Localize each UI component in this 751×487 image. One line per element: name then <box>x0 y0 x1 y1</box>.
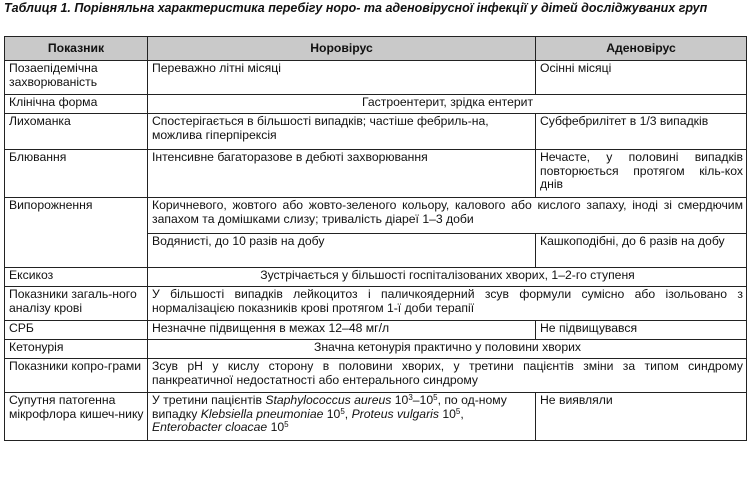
row-label: СРБ <box>5 321 148 340</box>
norovirus-cell <box>148 393 536 441</box>
row-label: Кетонурія <box>5 340 148 359</box>
row-label: Ексикоз <box>5 268 148 287</box>
table-row <box>5 95 747 114</box>
adenovirus-cell: Не виявляли <box>536 393 747 441</box>
adenovirus-cell: Нечасте, у половині випадків повторюється протягом кіль-кох днів <box>536 150 747 198</box>
flora-exponent: 5 <box>340 406 345 416</box>
shared-cell: Коричневого, жовтого або жовто-зеленого кольору, калового або кислого запаху, іноді зі смердючим запахом та домішками слизу; тривалість діареї 1–3 доби <box>148 198 747 234</box>
flora-separator: , <box>460 406 464 421</box>
adenovirus-cell: Не підвищувався <box>536 321 747 340</box>
flora-value: 10 <box>267 420 285 434</box>
flora-text: , по од-ному випадку <box>152 393 507 421</box>
norovirus-cell: Переважно літні місяці <box>148 61 536 95</box>
table-row <box>5 359 747 393</box>
table-header-row <box>5 37 747 61</box>
norovirus-cell: Спостерігається в більшості випадків; частіше фебриль-на, можлива гіперпірексія <box>148 114 536 150</box>
flora-exponent: 5 <box>455 406 461 416</box>
flora-exponent: 5 <box>433 393 438 402</box>
table-row <box>5 340 747 359</box>
table-caption: Таблиця 1. Порівняльна характеристика перебігу норо- та аденовірусної інфекції у дітей досліджуваних груп <box>4 1 708 15</box>
organism-klebsiella: Klebsiella pneumoniae <box>200 406 324 421</box>
row-label: Супутня патогенна мікрофлора кишеч-нику <box>5 393 148 441</box>
flora-intro: У третини пацієнтів <box>152 393 266 407</box>
table-row <box>5 287 747 321</box>
norovirus-cell: Незначне підвищення в межах 12–48 мг/л <box>148 321 536 340</box>
adenovirus-cell: Осінні місяці <box>536 61 747 95</box>
table-row <box>5 321 747 340</box>
flora-range: –10 <box>412 393 434 407</box>
organism-staphylococcus: Staphylococcus aureus <box>265 393 392 407</box>
row-label: Показники копро-грами <box>5 359 148 393</box>
table-row <box>5 198 747 234</box>
row-label: Випорожнення <box>5 198 148 268</box>
organism-proteus: Proteus vulgaris <box>351 406 439 421</box>
flora-value: 10 <box>323 406 341 421</box>
shared-cell: Зсув рН у кислу сторону в половини хворих, у третини пацієнтів зміни за типом синдрому панкреатичної недостатності або ентерального синдрому <box>148 359 747 393</box>
table-row <box>5 393 747 441</box>
row-label: Позаепідемічна захворюваність <box>5 61 148 95</box>
row-label: Лихоманка <box>5 114 148 150</box>
flora-value: 10 <box>391 393 409 407</box>
norovirus-cell: Інтенсивне багаторазове в дебюті захворювання <box>148 150 536 198</box>
row-label: Показники загаль-ного аналізу крові <box>5 287 148 321</box>
table-row <box>5 61 747 95</box>
header-indicator: Показник <box>5 37 148 61</box>
flora-exponent: 5 <box>284 420 289 429</box>
row-label: Блювання <box>5 150 148 198</box>
flora-exponent: 3 <box>408 393 413 402</box>
header-adenovirus: Аденовірус <box>536 37 747 61</box>
flora-value: 10 <box>438 406 456 421</box>
flora-separator: , <box>344 406 352 421</box>
shared-cell: У більшості випадків лейкоцитоз і паличкоядерний зсув формули сумісно або ізольовано з нормалізацією показників крові протягом 1-ї доби терапії <box>148 287 747 321</box>
norovirus-cell: Водянисті, до 10 разів на добу <box>148 234 536 268</box>
comparison-table <box>4 36 747 441</box>
table-row <box>5 150 747 198</box>
shared-cell: Гастроентерит, зрідка ентерит <box>148 95 747 114</box>
organism-enterobacter: Enterobacter cloacae <box>152 420 268 434</box>
shared-cell: Зустрічається у більшості госпіталізованих хворих, 1–2-го ступеня <box>148 268 747 287</box>
table-row <box>5 268 747 287</box>
adenovirus-cell: Субфебрилітет в 1/3 випадків <box>536 114 747 150</box>
table-row <box>5 114 747 150</box>
shared-cell: Значна кетонурія практично у половини хворих <box>148 340 747 359</box>
row-label: Клінічна форма <box>5 95 148 114</box>
adenovirus-cell: Кашкоподібні, до 6 разів на добу <box>536 234 747 268</box>
header-norovirus: Норовірус <box>148 37 536 61</box>
